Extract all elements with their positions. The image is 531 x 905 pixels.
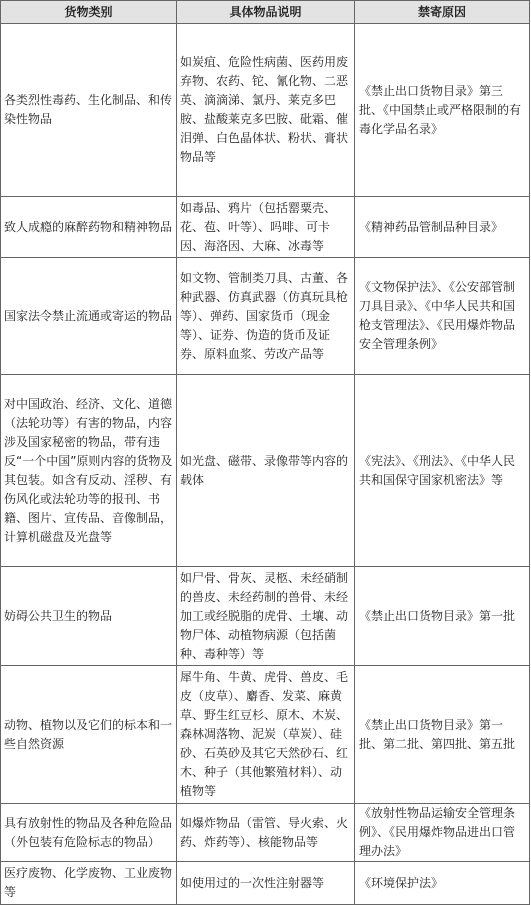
cell-category: 医疗废物、化学废物、工业废物等 (1, 862, 177, 905)
cell-reason: 《禁止出口货物目录》第一批 (355, 567, 530, 666)
cell-reason: 《禁止出口货物目录》第三批、《中国禁止或严格限制的有毒化学品名录》 (355, 24, 530, 197)
table-row (1, 666, 530, 804)
cell-category: 动物、植物以及它们的标本和一些自然资源 (1, 666, 177, 804)
cell-reason: 《精神药品管制品种目录》 (355, 197, 530, 258)
cell-category: 各类烈性毒药、生化制品、和传染性物品 (1, 24, 177, 197)
cell-description: 如爆炸物品（雷管、导火索、火药、炸药等）、核能物品等 (177, 804, 355, 862)
cell-description: 如毒品、鸦片（包括罂粟壳、花、苞、叶等）、吗啡、可卡因、海洛因、大麻、冰毒等 (177, 197, 355, 258)
cell-category: 致人成瘾的麻醉药物和精神物品 (1, 197, 177, 258)
cell-reason: 《禁止出口货物目录》第一批、第二批、第四批、第五批 (355, 666, 530, 804)
table-row (1, 567, 530, 666)
table-row (1, 24, 530, 197)
header-reason: 禁寄原因 (355, 1, 530, 24)
table-row (1, 804, 530, 862)
header-description: 具体物品说明 (177, 1, 355, 24)
cell-description: 如炭疽、危险性病菌、医药用废弃物、农药、铊、氰化物、二恶英、滴滴涕、氯丹、莱克多巴胺、盐酸莱克多巴胺、砒霜、催泪弹、白色晶体状、粉状、膏状物品等 (177, 24, 355, 197)
cell-description: 如使用过的一次性注射器等 (177, 862, 355, 905)
cell-description: 如光盘、磁带、录像带等内容的载体 (177, 375, 355, 567)
cell-category: 具有放射性的物品及各种危险品（外包装有危险标志的物品） (1, 804, 177, 862)
cell-reason: 《文物保护法》、《公安部管制刀具目录》、《中华人民共和国枪支管理法》、《民用爆炸物品安全管理条例》 (355, 258, 530, 375)
table-row (1, 375, 530, 567)
cell-category: 妨碍公共卫生的物品 (1, 567, 177, 666)
cell-description: 犀牛角、牛黄、虎骨、兽皮、毛皮（皮草）、麝香、发菜、麻黄草、野生红豆杉、原木、木炭、森林凋落物、泥炭（草炭）、硅砂、石英砂及其它天然砂石、红木、种子（其他繁殖材料）、动植物等 (177, 666, 355, 804)
table-row (1, 197, 530, 258)
cell-reason: 《环境保护法》 (355, 862, 530, 905)
header-category: 货物类别 (1, 1, 177, 24)
table-row (1, 258, 530, 375)
cell-description: 如尸骨、骨灰、灵柩、未经硝制的兽皮、未经药制的兽骨、未经加工或经脱脂的虎骨、土壤、动物尸体、动植物病源（包括菌种、毒种等）等 (177, 567, 355, 666)
table-header-row (1, 1, 530, 24)
cell-reason: 《宪法》、《刑法》、《中华人民共和国保守国家机密法》等 (355, 375, 530, 567)
cell-reason: 《放射性物品运输安全管理条例》、《民用爆炸物品进出口管理办法》 (355, 804, 530, 862)
cell-category: 国家法令禁止流通或寄运的物品 (1, 258, 177, 375)
cell-description: 如文物、管制类刀具、古董、各种武器、仿真武器（仿真玩具枪等）、弹药、国家货币（现金等）、证券、伪造的货币及证券、原料血浆、劳改产品等 (177, 258, 355, 375)
table-row (1, 862, 530, 905)
cell-category: 对中国政治、经济、文化、道德（法轮功等）有害的物品，内容涉及国家秘密的物品，带有违反“一个中国”原则内容的货物及其包装。如含有反动、淫秽、有伤风化或法轮功等的报刊、书籍、图片、宣传品、音像制品，计算机磁盘及光盘等 (1, 375, 177, 567)
